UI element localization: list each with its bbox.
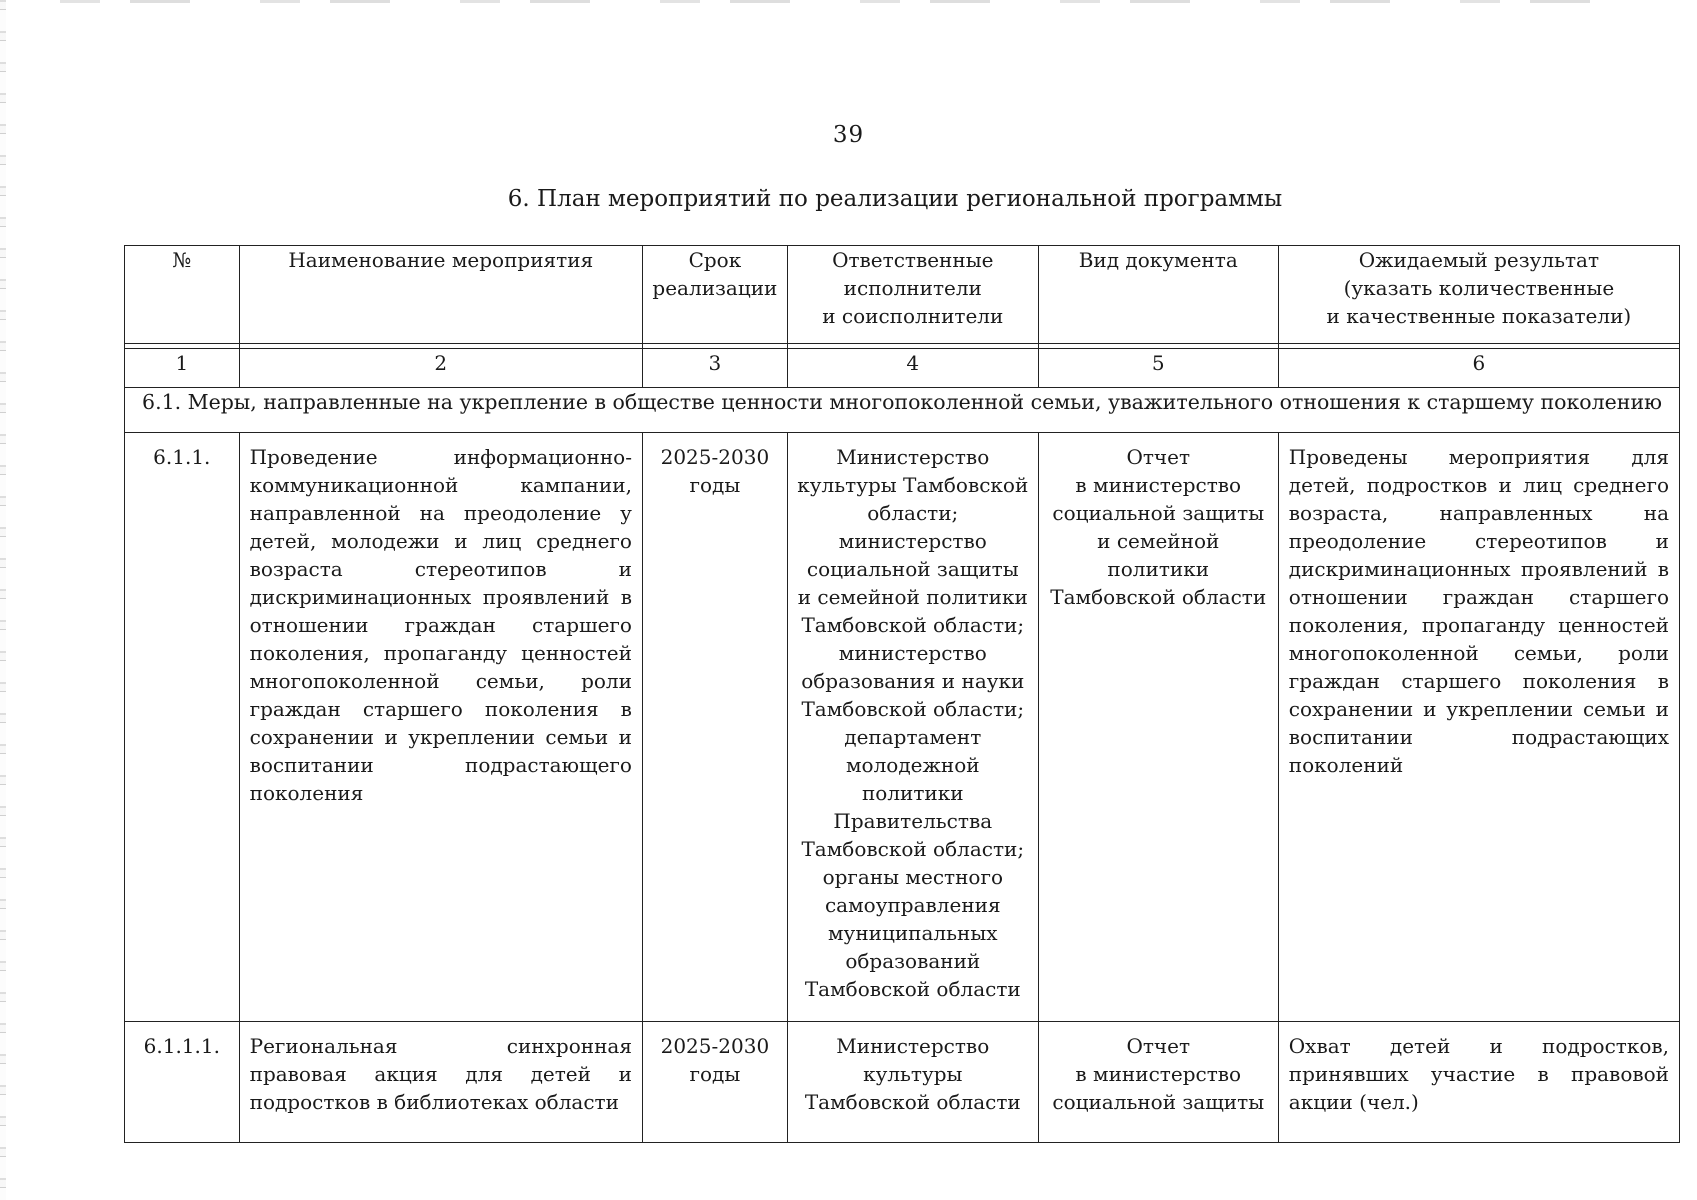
executor-line: министерство <box>838 529 987 553</box>
executor-line: Министерство <box>836 445 990 469</box>
table-header-row <box>125 246 1680 344</box>
executor-line: департамент <box>844 725 982 749</box>
header-result-line: (указать количественные <box>1343 276 1615 300</box>
header-result-line: и качественные показатели) <box>1326 304 1632 328</box>
header-executors <box>787 246 1038 344</box>
document-type <box>1038 1022 1278 1143</box>
executor-line: социальной защиты <box>806 557 1019 581</box>
table-row <box>125 433 1680 1022</box>
header-executors-line: Ответственные <box>832 248 994 272</box>
responsible-executors <box>787 1022 1038 1143</box>
header-executors-line: исполнители <box>843 276 982 300</box>
executor-line: культуры Тамбовской <box>797 473 1029 497</box>
row-number: 6.1.1. <box>125 433 240 1022</box>
column-number: 1 <box>125 349 240 388</box>
executor-line: муниципальных <box>828 921 998 945</box>
executor-line: самоуправления <box>824 893 1001 917</box>
executor-line: области; <box>867 501 959 525</box>
section-title: 6. План мероприятий по реализации региональной программы <box>507 186 1283 212</box>
column-number: 4 <box>787 349 1038 388</box>
table-row <box>125 1022 1680 1143</box>
executor-line: молодежной <box>845 753 980 777</box>
implementation-term <box>642 433 787 1022</box>
doc-line: Отчет <box>1126 1034 1191 1058</box>
executor-line: и семейной политики <box>797 585 1028 609</box>
executor-line: Правительства <box>833 809 993 833</box>
doc-line: политики <box>1107 557 1210 581</box>
activity-name: Региональная синхронная правовая акция для детей и подростков в библиотеках области <box>239 1022 642 1143</box>
header-result <box>1278 246 1679 344</box>
section-heading-row <box>125 388 1680 433</box>
executor-line: Тамбовской области; <box>801 613 1025 637</box>
column-number: 2 <box>239 349 642 388</box>
column-number-row <box>125 349 1680 388</box>
column-number: 6 <box>1278 349 1679 388</box>
row-number: 6.1.1.1. <box>125 1022 240 1143</box>
term-line: годы <box>689 1062 741 1086</box>
executor-line: политики <box>861 781 964 805</box>
executor-line: образований <box>845 949 981 973</box>
doc-line: Тамбовской области <box>1050 585 1267 609</box>
term-line: годы <box>689 473 741 497</box>
doc-line: в министерство <box>1075 473 1242 497</box>
implementation-term <box>642 1022 787 1143</box>
responsible-executors <box>787 433 1038 1022</box>
column-number: 5 <box>1038 349 1278 388</box>
header-name: Наименование мероприятия <box>239 246 642 344</box>
executor-line: Тамбовской области; <box>801 697 1025 721</box>
executor-line: органы местного <box>822 865 1003 889</box>
header-term-line: Срок <box>688 248 742 272</box>
document-type <box>1038 433 1278 1022</box>
executor-line: Министерство <box>836 1034 990 1058</box>
header-num: № <box>125 246 240 344</box>
term-line: 2025-2030 <box>660 445 770 469</box>
page-number: 39 <box>832 122 865 148</box>
doc-line: социальной защиты <box>1052 501 1265 525</box>
header-term <box>642 246 787 344</box>
doc-line: Отчет <box>1126 445 1191 469</box>
doc-line: и семейной <box>1097 529 1220 553</box>
scan-top-artifact <box>60 0 1660 3</box>
section-heading: 6.1. Меры, направленные на укрепление в обществе ценности многопоколенной семьи, уважительного отношения к старшему поколению <box>125 388 1680 433</box>
executor-line: культуры <box>863 1062 963 1086</box>
action-plan-table <box>124 245 1680 1143</box>
doc-line: в министерство <box>1075 1062 1242 1086</box>
executor-line: министерство <box>838 641 987 665</box>
term-line: 2025-2030 <box>660 1034 770 1058</box>
header-doc-type: Вид документа <box>1038 246 1278 344</box>
header-term-line: реализации <box>652 276 778 300</box>
activity-name: Проведение информационно-коммуникационной кампании, направленной на преодоление у детей, молодежи и лиц среднего возраста стереотипов и дискриминационных проявлений в отношении граждан старшего поколения, пропаганду ценностей многопоколенной семьи, роли граждан старшего поколения в сохранении и укреплении семьи и воспитании подрастающего поколения <box>239 433 642 1022</box>
scan-edge-artifact <box>0 0 6 1200</box>
doc-line: социальной защиты <box>1052 1090 1265 1114</box>
expected-result: Охват детей и подростков, принявших участие в правовой акции (чел.) <box>1278 1022 1679 1143</box>
executor-line: Тамбовской области; <box>801 837 1025 861</box>
executor-line: Тамбовской области <box>804 977 1021 1001</box>
column-number: 3 <box>642 349 787 388</box>
executor-line: Тамбовской области <box>804 1090 1021 1114</box>
expected-result: Проведены мероприятия для детей, подростков и лиц среднего возраста, направленных на преодоление стереотипов и дискриминационных проявлений в отношении граждан старшего поколения, пропаганду ценностей многопоколенной семьи, роли граждан старшего поколения в сохранении и укреплении семьи и воспитании подрастающих поколений <box>1278 433 1679 1022</box>
header-result-line: Ожидаемый результат <box>1358 248 1600 272</box>
header-executors-line: и соисполнители <box>822 304 1004 328</box>
executor-line: образования и науки <box>801 669 1025 693</box>
